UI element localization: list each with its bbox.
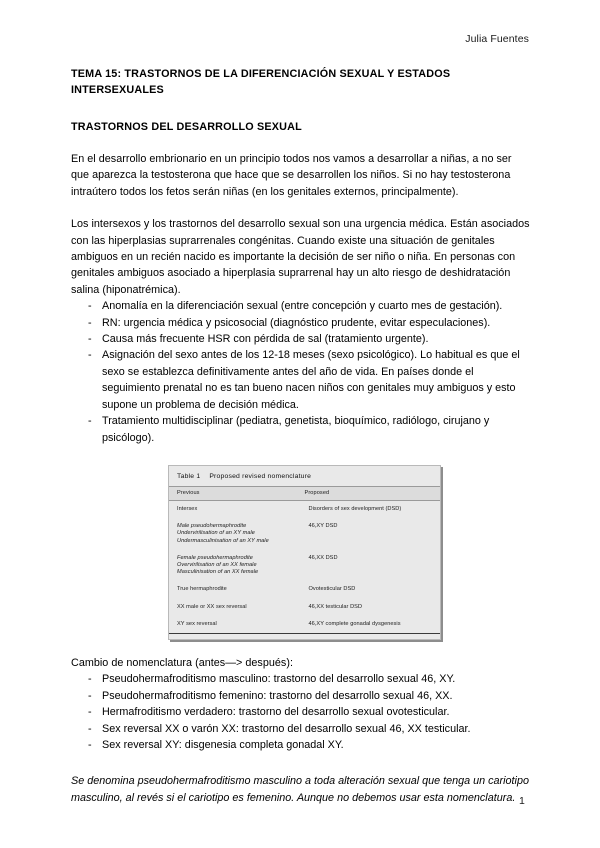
cell-previous — [169, 500, 305, 518]
author-name: Julia Fuentes — [465, 33, 529, 45]
list-item-text: Sex reversal XX o varón XX: trastorno del desarrollo sexual 46, XX testicular. — [102, 722, 471, 735]
table-row — [169, 581, 440, 598]
cell-proposed: 46,XX DSD — [308, 554, 338, 561]
cell-previous — [169, 599, 305, 616]
cell-proposed: 46,XX testicular DSD — [308, 603, 363, 610]
cell-line: Overvirilisation of an XX female — [177, 561, 257, 568]
list-item-text: Hermafroditismo verdadero: trastorno del desarrollo sexual ovotesticular. — [102, 706, 450, 719]
cell-proposed: Disorders of sex development (DSD) — [308, 505, 402, 512]
list-item — [71, 315, 530, 331]
cell-proposed: 46,XY DSD — [308, 523, 338, 530]
cell-line: XX male or XX sex reversal — [177, 603, 247, 610]
list-item — [71, 347, 530, 413]
dash-marker: - — [88, 415, 92, 428]
nomenclature-intro: Cambio de nomenclatura (antes—> después): — [71, 656, 293, 669]
column-header-proposed: Proposed — [305, 486, 441, 500]
list-item — [71, 331, 530, 347]
table-header-row — [169, 486, 440, 500]
figure-caption-text: Proposed revised nomenclature — [209, 472, 312, 480]
list-item — [71, 721, 530, 737]
table-row — [169, 616, 440, 634]
bullet-list-nomenclature — [71, 671, 530, 753]
list-item-text: Sex reversal XY: disgenesia completa gonadal XY. — [102, 738, 344, 751]
table-body — [169, 500, 440, 633]
page-title: TEMA 15: TRASTORNOS DE LA DIFERENCIACIÓN SEXUAL Y ESTADOS INTERSEXUALES — [71, 68, 451, 96]
cell-line: Female pseudohermaphrodite — [177, 554, 253, 561]
closing-note: Se denomina pseudohermafroditismo masculino a toda alteración sexual que tenga un cariotipo masculino, al revés si el cariotipo es femenino. Aunque no debemos usar esta nomenclatura. — [71, 775, 529, 804]
dash-marker: - — [88, 333, 92, 346]
cell-proposed: 46,XY complete gonadal dysgenesis — [305, 616, 441, 634]
dash-marker: - — [88, 300, 92, 313]
bullet-list-primary — [71, 298, 530, 446]
table-head — [169, 486, 440, 500]
dash-marker: - — [88, 722, 92, 735]
list-item — [71, 737, 530, 753]
cell-line: Masculinisation of an XX female — [177, 569, 259, 576]
cell-line: True hermaphrodite — [177, 586, 227, 593]
list-item-text: Pseudohermafroditismo masculino: trastorno del desarrollo sexual 46, XY. — [102, 673, 456, 686]
list-item-text: Anomalía en la diferenciación sexual (entre concepción y cuarto mes de gestación). — [102, 300, 503, 313]
list-item-text: RN: urgencia médica y psicosocial (diagnóstico prudente, evitar especulaciones). — [102, 316, 491, 329]
table-row — [169, 599, 440, 616]
cell-previous — [169, 518, 305, 550]
list-item-text: Causa más frecuente HSR con pérdida de sal (tratamiento urgente). — [102, 333, 429, 346]
paragraph-intersex: Los intersexos y los trastornos del desarrollo sexual son una urgencia médica. Están asociados con las hiperplasias suprarrenales congénitas. Cuando existe una situación de genitales ambiguos en un recién nacido es importante la decisión de ser niño o niña. En personas con genitales ambiguos asociado a hiperplasia suprarrenal hay un alto riesgo de deshidratación salina (hiponatrémica). — [71, 218, 530, 296]
cell-line: Undervirilisation of an XY male — [177, 530, 255, 537]
cell-previous — [169, 550, 305, 582]
figure-caption — [169, 466, 440, 486]
section-heading: TRASTORNOS DEL DESARROLLO SEXUAL — [71, 121, 302, 133]
dash-marker: - — [88, 706, 92, 719]
table-row — [169, 518, 440, 550]
cell-line: Undermasculinisation of an XY male — [177, 537, 269, 544]
table-row — [169, 550, 440, 582]
figure-number: Table 1 — [177, 472, 201, 480]
list-item-text: Tratamiento multidisciplinar (pediatra, genetista, bioquímico, radiólogo, cirujano y psicólogo). — [102, 415, 490, 444]
figure-bottom-padding — [169, 634, 440, 639]
table-row — [169, 500, 440, 518]
dash-marker: - — [88, 738, 92, 751]
cell-line: Male pseudohermaphrodite — [177, 523, 247, 530]
list-item — [71, 298, 530, 314]
cell-line: XY sex reversal — [177, 620, 217, 627]
cell-previous — [169, 581, 305, 598]
list-item — [71, 704, 530, 720]
dash-marker: - — [88, 673, 92, 686]
list-item-text: Pseudohermafroditismo femenino: trastorno del desarrollo sexual 46, XX. — [102, 689, 453, 702]
dash-marker: - — [88, 349, 92, 362]
cell-proposed: Ovotesticular DSD — [308, 586, 356, 593]
list-item — [71, 688, 530, 704]
page-number: 1 — [519, 795, 525, 807]
paragraph-intro: En el desarrollo embrionario en un principio todos nos vamos a desarrollar a niñas, a no ser que aparezca la testosterona que hace que se desarrollen los niños. Si no hay testosterona intraútero todos los fetos serán niñas (en los genitales externos, principalmente). — [71, 153, 512, 198]
column-header-previous: Previous — [169, 486, 305, 500]
cell-line: Intersex — [177, 505, 198, 512]
list-item — [71, 413, 530, 446]
dash-marker: - — [88, 316, 92, 329]
nomenclature-table — [169, 486, 440, 634]
dash-marker: - — [88, 689, 92, 702]
cell-previous — [169, 616, 305, 634]
document-content — [71, 66, 530, 806]
list-item — [71, 671, 530, 687]
list-item-text: Asignación del sexo antes de los 12-18 meses (sexo psicológico). Lo habitual es que el sexo se establezca definitivamente antes del año de vida. En países donde el seguimiento prenatal no es tan bueno nacen niños con genitales muy ambiguos y esto supone un problema de decisión médica. — [102, 349, 520, 411]
figure-table-1 — [168, 465, 441, 640]
